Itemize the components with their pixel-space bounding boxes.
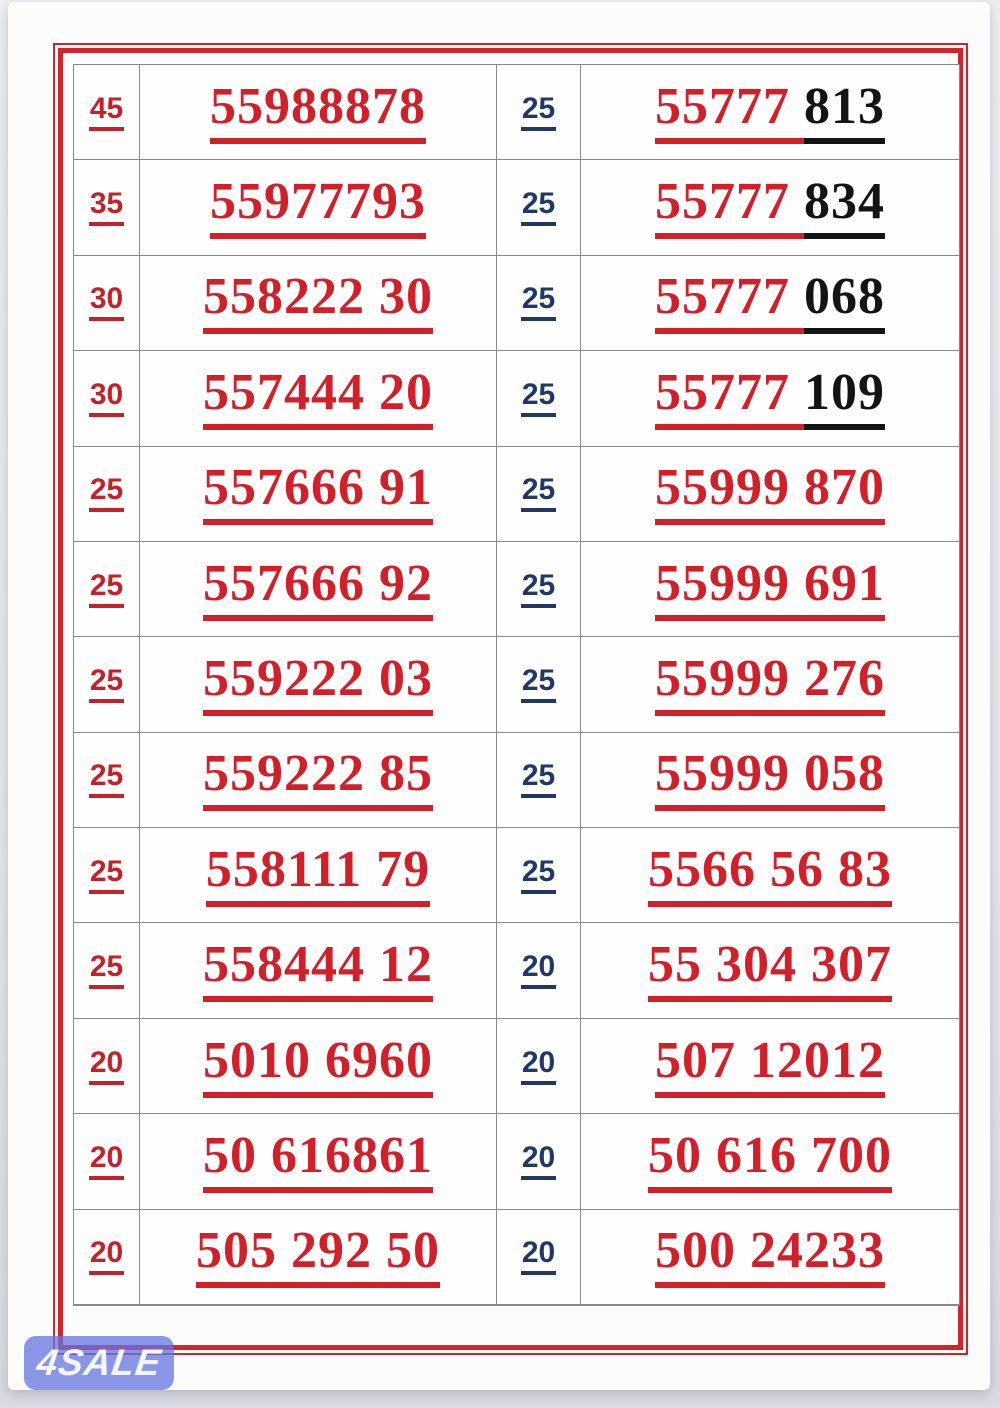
price-cell	[74, 351, 140, 446]
phone-number-text	[655, 745, 885, 811]
phone-number-text	[648, 936, 892, 1002]
price-cell	[497, 637, 581, 732]
price-text: 25	[89, 952, 124, 989]
phone-number-cell	[140, 256, 497, 351]
price-text: 25	[89, 857, 124, 894]
phone-number-part: 505 292 50	[196, 1225, 440, 1288]
phone-number-cell	[581, 1210, 959, 1305]
price-text: 20	[521, 1238, 556, 1275]
price-text: 25	[521, 189, 556, 226]
price-text: 20	[89, 1143, 124, 1180]
phone-number-part: 5566 56 83	[648, 844, 892, 907]
price-text: 25	[89, 666, 124, 703]
price-text: 30	[89, 380, 124, 417]
phone-number-part: 068	[804, 271, 885, 334]
phone-number-part: 558111 79	[206, 844, 430, 907]
price-text: 25	[521, 284, 556, 321]
phone-number-cell	[581, 351, 959, 446]
phone-number-part: 813	[804, 81, 885, 144]
phone-number-cell	[140, 637, 497, 732]
phone-number-text	[655, 649, 885, 716]
phone-number-part: 507 12012	[655, 1035, 885, 1098]
phone-number-text	[648, 1126, 892, 1193]
phone-number-part: 55999 058	[655, 748, 885, 811]
price-cell	[74, 256, 140, 351]
phone-number-text	[655, 1222, 885, 1288]
price-cell	[497, 351, 581, 446]
phone-number-text	[203, 268, 433, 334]
price-text: 25	[521, 94, 556, 131]
phone-number-text	[655, 77, 885, 144]
phone-number-part: 55 304 307	[648, 939, 892, 1002]
price-cell	[74, 542, 140, 637]
price-cell	[74, 733, 140, 828]
phone-number-cell	[581, 1019, 959, 1114]
phone-number-part: 109	[804, 367, 885, 430]
phone-number-part: 50 616861	[203, 1130, 433, 1193]
phone-number-part: 55999 691	[655, 558, 885, 621]
price-cell	[497, 65, 581, 160]
price-text: 25	[521, 761, 556, 798]
price-cell	[74, 447, 140, 542]
price-text: 20	[521, 1048, 556, 1085]
phone-number-cell	[140, 351, 497, 446]
4sale-logo	[24, 1336, 174, 1390]
phone-number-text	[203, 745, 433, 811]
price-cell	[74, 160, 140, 255]
phone-number-text	[203, 1126, 433, 1193]
phone-number-text	[655, 173, 885, 239]
phone-number-cell	[140, 447, 497, 542]
phone-number-cell	[581, 1114, 959, 1209]
price-cell	[74, 923, 140, 1018]
phone-number-part: 55777	[655, 367, 804, 430]
price-cell	[497, 733, 581, 828]
phone-number-part: 558444 12	[203, 939, 433, 1002]
phone-number-part: 557666 91	[203, 462, 433, 525]
phone-number-text	[196, 1222, 440, 1288]
price-cell	[497, 542, 581, 637]
phone-number-part: 55999 276	[655, 653, 885, 716]
phone-number-text	[210, 173, 426, 239]
phone-number-part: 500 24233	[655, 1225, 885, 1288]
price-text: 45	[89, 94, 124, 131]
phone-number-cell	[140, 733, 497, 828]
price-cell	[497, 447, 581, 542]
price-text: 20	[521, 952, 556, 989]
price-text: 25	[89, 761, 124, 798]
price-cell	[74, 1210, 140, 1305]
phone-number-text	[648, 840, 892, 907]
price-cell	[74, 1114, 140, 1209]
phone-number-part: 50 616 700	[648, 1130, 892, 1193]
phone-number-part: 557666 92	[203, 558, 433, 621]
price-text: 25	[521, 666, 556, 703]
phone-number-part: 834	[804, 176, 885, 239]
phone-number-part: 55777	[655, 176, 804, 239]
phone-number-text	[203, 554, 433, 621]
phone-number-part: 55988878	[210, 81, 426, 144]
phone-number-part: 5010 6960	[203, 1035, 433, 1098]
price-cell	[74, 1019, 140, 1114]
phone-number-text	[203, 649, 433, 716]
phone-number-cell	[581, 65, 959, 160]
phone-number-text	[205, 840, 431, 907]
price-cell	[497, 256, 581, 351]
price-text: 25	[521, 380, 556, 417]
phone-number-part: 557444 20	[203, 367, 433, 430]
price-text: 30	[89, 284, 124, 321]
price-text: 25	[521, 857, 556, 894]
phone-number-cell	[140, 1114, 497, 1209]
phone-number-cell	[581, 542, 959, 637]
phone-number-text	[655, 1031, 885, 1098]
phone-number-part: 559222 03	[203, 653, 433, 716]
phone-number-cell	[140, 828, 497, 923]
phone-number-text	[203, 1031, 433, 1098]
numbers-table	[73, 64, 960, 1306]
phone-number-cell	[140, 542, 497, 637]
phone-number-text	[203, 459, 433, 525]
phone-number-part: 559222 85	[203, 748, 433, 811]
phone-number-part: 558222 30	[203, 271, 433, 334]
price-cell	[497, 923, 581, 1018]
phone-number-cell	[581, 733, 959, 828]
phone-number-part: 55977793	[210, 176, 426, 239]
price-text: 25	[521, 571, 556, 608]
4sale-logo-text: 4SALE	[34, 1342, 165, 1383]
phone-number-cell	[140, 1019, 497, 1114]
phone-number-text	[655, 459, 885, 525]
phone-number-cell	[581, 256, 959, 351]
phone-number-cell	[140, 160, 497, 255]
price-cell	[497, 1114, 581, 1209]
price-text: 25	[89, 475, 124, 512]
phone-number-text	[655, 554, 885, 621]
price-text: 20	[89, 1238, 124, 1275]
price-cell	[74, 828, 140, 923]
price-cell	[497, 828, 581, 923]
phone-number-text	[203, 363, 433, 430]
price-text: 25	[521, 475, 556, 512]
phone-number-cell	[140, 65, 497, 160]
price-text: 25	[89, 571, 124, 608]
price-text: 20	[89, 1048, 124, 1085]
phone-number-cell	[581, 447, 959, 542]
phone-number-part: 55999 870	[655, 462, 885, 525]
price-cell	[497, 1019, 581, 1114]
phone-number-text	[655, 268, 885, 334]
phone-number-cell	[140, 923, 497, 1018]
phone-number-text	[203, 936, 433, 1002]
phone-number-text	[210, 77, 426, 144]
price-cell	[74, 65, 140, 160]
price-text: 35	[89, 189, 124, 226]
flyer-page	[8, 2, 990, 1390]
phone-number-text	[655, 363, 885, 430]
price-cell	[74, 637, 140, 732]
phone-number-cell	[581, 828, 959, 923]
price-cell	[497, 160, 581, 255]
phone-number-cell	[581, 637, 959, 732]
phone-number-cell	[581, 160, 959, 255]
phone-number-cell	[140, 1210, 497, 1305]
phone-number-part: 55777	[655, 81, 804, 144]
phone-number-cell	[581, 923, 959, 1018]
phone-number-part: 55777	[655, 271, 804, 334]
price-cell	[497, 1210, 581, 1305]
price-text: 20	[521, 1143, 556, 1180]
